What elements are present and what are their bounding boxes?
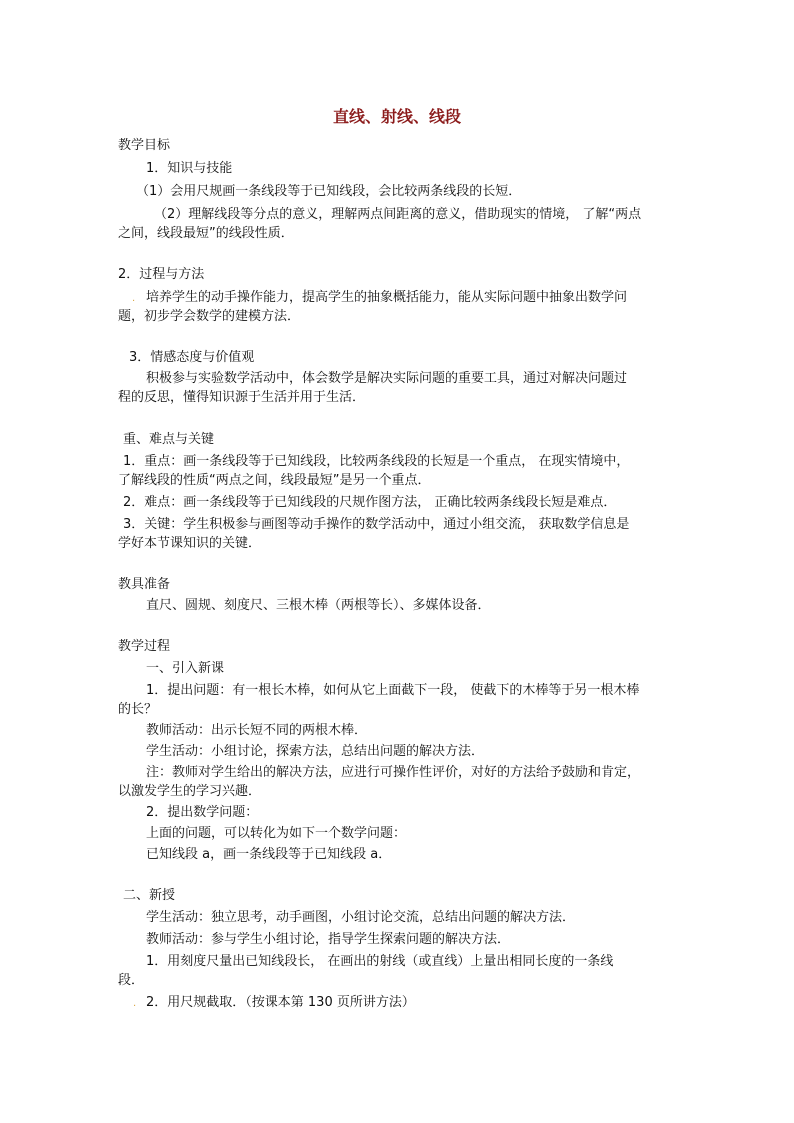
text-line: 直尺、圆规、刻度尺、三根木棒（两根等长）、多媒体设备．	[146, 598, 491, 613]
text-line: （1）会用尺规画一条线段等于已知线段，会比较两条线段的长短．	[136, 184, 522, 199]
section-heading-materials: 教具准备	[118, 577, 171, 592]
text-line: 积极参与实验数学活动中，体会数学是解决实际问题的重要工具，通过对解决问题过	[146, 371, 628, 386]
text-line: 题，初步学会数学的建模方法．	[118, 309, 301, 324]
section-heading-objectives: 教学目标	[118, 138, 171, 153]
subheading-process-methods: 2．过程与方法	[118, 267, 205, 282]
document-title: 直线、射线、线段	[332, 107, 461, 126]
text-line: 教师活动：出示长短不同的两根木棒．	[146, 723, 368, 738]
text-line: 2．提出数学问题：	[146, 805, 259, 820]
paragraph-mark-icon: .	[132, 293, 136, 304]
subheading-attitudes-values: 3．情感态度与价值观	[129, 350, 255, 365]
paragraph-marker	[133, 994, 136, 1013]
text-line: 上面的问题，可以转化为如下一个数学问题：	[146, 826, 407, 841]
text-line: 学生活动：小组讨论，探索方法，总结出问题的解决方法．	[146, 744, 485, 759]
subheading-new-lesson: 二、新授	[123, 888, 176, 903]
text-line: 1．重点：画一条线段等于已知线段，比较两条线段的长短是一个重点， 在现实情境中，	[123, 454, 630, 469]
section-heading-key-points: 重、难点与关键	[123, 432, 215, 447]
text-line: 的长？	[118, 702, 158, 717]
text-line: 1．用刻度尺量出已知线段长， 在画出的射线（或直线）上量出相同长度的一条线	[146, 954, 614, 969]
text-line: 注：教师对学生给出的解决方法，应进行可操作性评价，对好的方法给予鼓励和肯定，	[146, 765, 641, 780]
text-line: 已知线段 a，画一条线段等于已知线段 a．	[146, 847, 392, 862]
subheading-introduction: 一、引入新课	[146, 661, 225, 676]
text-line: 1．提出问题：有一根长木棒，如何从它上面截下一段， 使截下的木棒等于另一根木棒	[146, 683, 640, 698]
text-line: 了解线段的性质“两点之间，线段最短”是另一个重点．	[118, 473, 431, 488]
text-line: 3．关键：学生积极参与画图等动手操作的数学活动中，通过小组交流， 获取数学信息是	[123, 517, 630, 532]
text-line: 以激发学生的学习兴趣．	[118, 784, 262, 799]
paragraph-marker	[132, 289, 135, 308]
text-line: 之间，线段最短”的线段性质．	[118, 226, 294, 241]
text-line: 学好本节课知识的关键．	[118, 536, 262, 551]
text-line: 教师活动：参与学生小组讨论，指导学生探索问题的解决方法．	[146, 932, 511, 947]
section-heading-process: 教学过程	[118, 639, 171, 654]
text-line: （2）理解线段等分点的意义，理解两点间距离的意义，借助现实的情境， 了解“两点	[154, 207, 642, 222]
text-line: 2．难点：画一条线段等于已知线段的尺规作图方法， 正确比较两条线段长短是难点．	[123, 495, 617, 510]
text-line: 段．	[118, 973, 145, 988]
text-line: 学生活动：独立思考，动手画图，小组讨论交流，总结出问题的解决方法．	[146, 910, 576, 925]
paragraph-mark-icon: .	[133, 998, 137, 1009]
subheading-knowledge-skills: 1．知识与技能	[146, 161, 233, 176]
text-line: 2．用尺规截取．（按课本第 130 页所讲方法）	[146, 995, 415, 1010]
text-line: 培养学生的动手操作能力，提高学生的抽象概括能力，能从实际问题中抽象出数学问	[146, 290, 628, 305]
text-line: 程的反思，懂得知识源于生活并用于生活．	[118, 390, 366, 405]
